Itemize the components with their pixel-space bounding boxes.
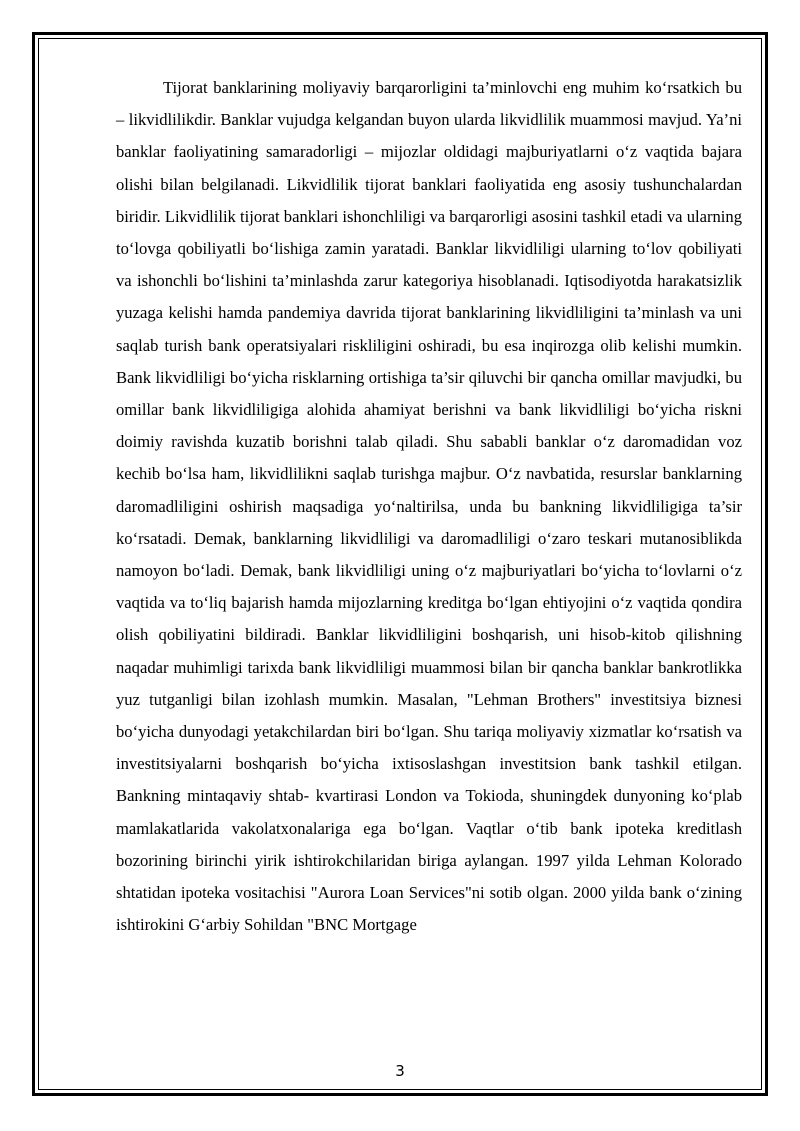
page-number: 3 [395, 1062, 405, 1080]
body-paragraph: Tijorat banklarining moliyaviy barqarorligini ta’minlovchi eng muhim ko‘rsatkich bu – likvidlilikdir. Banklar vujudga kelgandan buyon ularda likvidlilik muammosi mavjud. Ya’ni banklar faoliyatining samaradorligi – mijozlar oldidagi majburiyatlarni o‘z vaqtida bajara olishi bilan belgilanadi. Likvidlilik tijorat banklari faoliyatida eng asosiy tushunchalardan biridir. Likvidlilik tijorat banklari ishonchliligi va barqarorligi asosini tashkil etadi va ularning to‘lovga qobiliyatli bo‘lishiga zamin yaratadi. Banklar likvidliligi ularning to‘lov qobiliyati va ishonchli bo‘lishini ta’minlashda zarur kategoriya hisoblanadi. Iqtisodiyotda harakatsizlik yuzaga kelishi hamda pandemiya davrida tijorat banklarining likvidliligini ta’minlash va uni saqlab turish bank operatsiyalari riskliligini oshiradi, bu esa inqirozga olib kelishi mumkin. Bank likvidliligi bo‘yicha risklarning ortishiga ta’sir qiluvchi bir qancha omillar mavjudki, bu omillar bank likvidliligiga alohida ahamiyat berishni va bank likvidliligi bo‘yicha riskni doimiy ravishda kuzatib borishni talab qiladi. Shu sababli banklar o‘z daromadidan voz kechib bo‘lsa ham, likvidlilikni saqlab turishga majbur. O‘z navbatida, resurslar banklarning daromadliligini oshirish maqsadiga yo‘naltirilsa, unda bu bankning likvidliligiga ta’sir ko‘rsatadi. Demak, banklarning likvidliligi va daromadliligi o‘zaro teskari mutanosiblikda namoyon bo‘ladi. Demak, bank likvidliligi uning o‘z majburiyatlari bo‘yicha to‘lovlarni o‘z vaqtida va to‘liq bajarish hamda mijozlarning kreditga bo‘lgan ehtiyojini o‘z vaqtida qondira olish qobiliyatini bildiradi. Banklar likvidliligini boshqarish, uni hisob-kitob qilishning naqadar muhimligi tarixda bank likvidliligi muammosi bilan bir qancha banklar bankrotlikka yuz tutganligi bilan izohlash mumkin. Masalan, "Lehman Brothers" investitsiya biznesi bo‘yicha dunyodagi yetakchilardan biri bo‘lgan. Shu tariqa moliyaviy xizmatlar ko‘rsatish va investitsiyalarni boshqarish bo‘yicha ixtisoslashgan investitsion bank tashkil etilgan. Bankning mintaqaviy shtab- kvartirasi London va Tokioda, shuningdek dunyoning ko‘plab mamlakatlarida vakolatxonalariga ega bo‘lgan. Vaqtlar o‘tib bank ipoteka kreditlash bozorining birinchi yirik ishtirokchilaridan biriga aylangan. 1997 yilda Lehman Kolorado shtatidan ipoteka vositachisi "Aurora Loan Services"ni sotib olgan. 2000 yilda bank o‘zining ishtirokini G‘arbiy Sohildan "BNC Mortgage [116, 78, 742, 935]
